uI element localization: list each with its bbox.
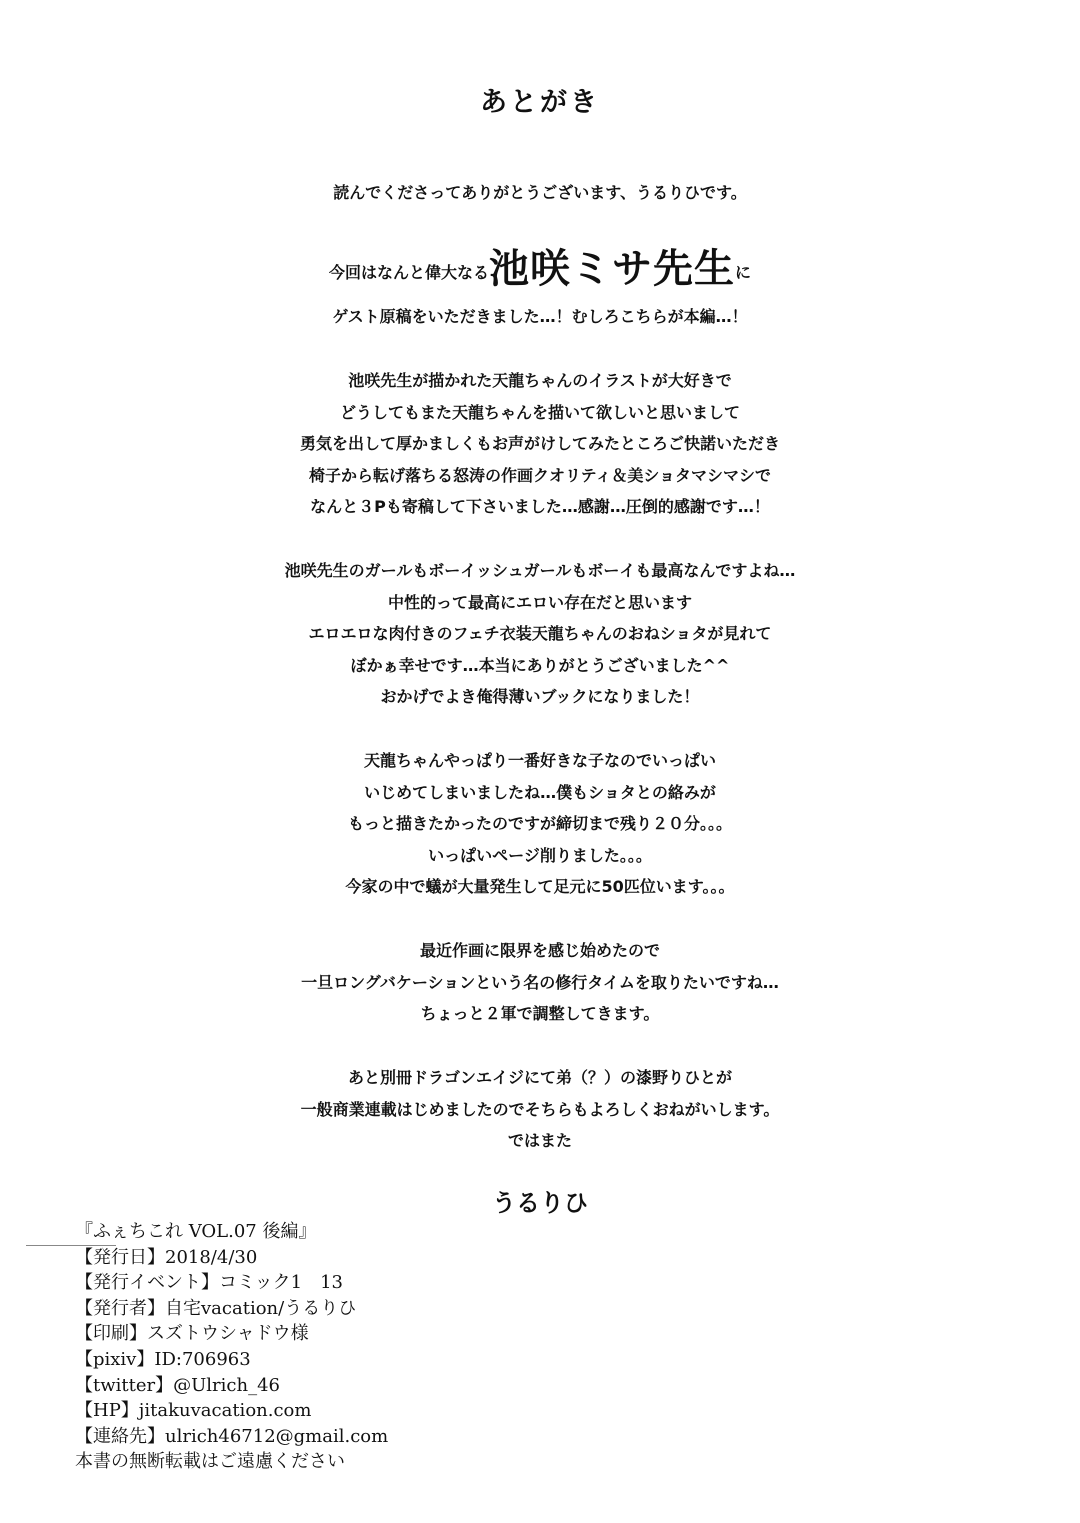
colophon-book-title: 『ふぇちこれ VOL.07 後編』	[75, 1221, 317, 1242]
afterword-line: 最近作画に限界を感じ始めたので	[419, 941, 660, 960]
afterword-line: いっぱいページ削りました。。。	[428, 846, 652, 865]
afterword-line: おかげでよき俺得薄いブックになりました！	[380, 687, 700, 706]
afterword-line: もっと描きたかったのですが締切まで残り２０分。。。	[347, 814, 732, 833]
colophon-notice: 本書の無断転載はご遠慮ください	[75, 1451, 345, 1473]
afterword-line: 読んでくださってありがとうございます、うるりひです。	[333, 183, 747, 202]
colophon-row: 【連絡先】ulrich46712@gmail.com	[75, 1425, 389, 1447]
colophon-row: 【twitter】@Ulrich_46	[75, 1374, 280, 1396]
afterword-line: なんと３Pも寄稿して下さいました…感謝…圧倒的感謝です…！	[310, 497, 770, 516]
colophon-row: 【発行日】2018/4/30	[75, 1246, 258, 1268]
guest-suffix: に	[735, 263, 752, 282]
afterword-line: 勇気を出して厚かましくもお声がけしてみたところご快諾いただき	[299, 434, 780, 453]
guest-artist-name: 池咲ミサ先生	[489, 246, 735, 292]
afterword-line: エロエロな肉付きのフェチ衣装天龍ちゃんのおねショタが見れて	[308, 624, 772, 643]
afterword-line: あと別冊ドラゴンエイジにて弟（？）の漆野りひとが	[347, 1068, 732, 1087]
author-signature: うるりひ	[492, 1189, 588, 1217]
afterword-line: 今家の中で蟻が大量発生して足元に50匹位います。。。	[345, 877, 735, 896]
afterword-line: いじめてしまいましたね…僕もショタとの絡みが	[364, 783, 716, 802]
colophon-row: 【HP】jitakuvacation.com	[75, 1400, 312, 1422]
colophon-row: 【発行イベント】コミック1 13	[75, 1272, 343, 1294]
guest-prefix: 今回はなんと偉大なる	[328, 263, 489, 282]
colophon	[75, 1219, 388, 1475]
colophon-row: 【発行者】自宅vacation/うるりひ	[75, 1297, 357, 1319]
afterword-line: 天龍ちゃんやっぱり一番好きな子なのでいっぱい	[363, 751, 716, 770]
afterword-line: どうしてもまた天龍ちゃんを描いて欲しいと思いまして	[339, 403, 740, 422]
afterword-line: 椅子から転げ落ちる怒涛の作画クオリティ＆美ショタマシマシで	[308, 466, 772, 485]
afterword-line: ゲスト原稿をいただきました…！むしろこちらが本編…！	[332, 307, 748, 326]
colophon-row: 【印刷】スズトウシャドウ様	[75, 1323, 309, 1345]
afterword-line: 池咲先生のガールもボーイッシュガールもボーイも最高なんですよね…	[284, 561, 796, 580]
afterword-line: 中性的って最高にエロい存在だと思います	[387, 593, 692, 612]
afterword-line: 池咲先生が描かれた天龍ちゃんのイラストが大好きで	[348, 371, 732, 390]
afterword-line: ではまた	[507, 1131, 572, 1150]
afterword-title: あとがき	[480, 87, 600, 118]
guest-announcement-line	[0, 246, 1080, 292]
afterword-line: ぼかぁ幸せです…本当にありがとうございました^^	[350, 656, 730, 675]
afterword-line: 一旦ロングバケーションという名の修行タイムを取りたいですね…	[301, 973, 779, 992]
afterword-line: 一般商業連載はじめましたのでそちらもよろしくおねがいします。	[300, 1100, 780, 1119]
colophon-row: 【pixiv】ID:706963	[75, 1348, 251, 1370]
afterword-line: ちょっと２軍で調整してきます。	[420, 1004, 660, 1023]
